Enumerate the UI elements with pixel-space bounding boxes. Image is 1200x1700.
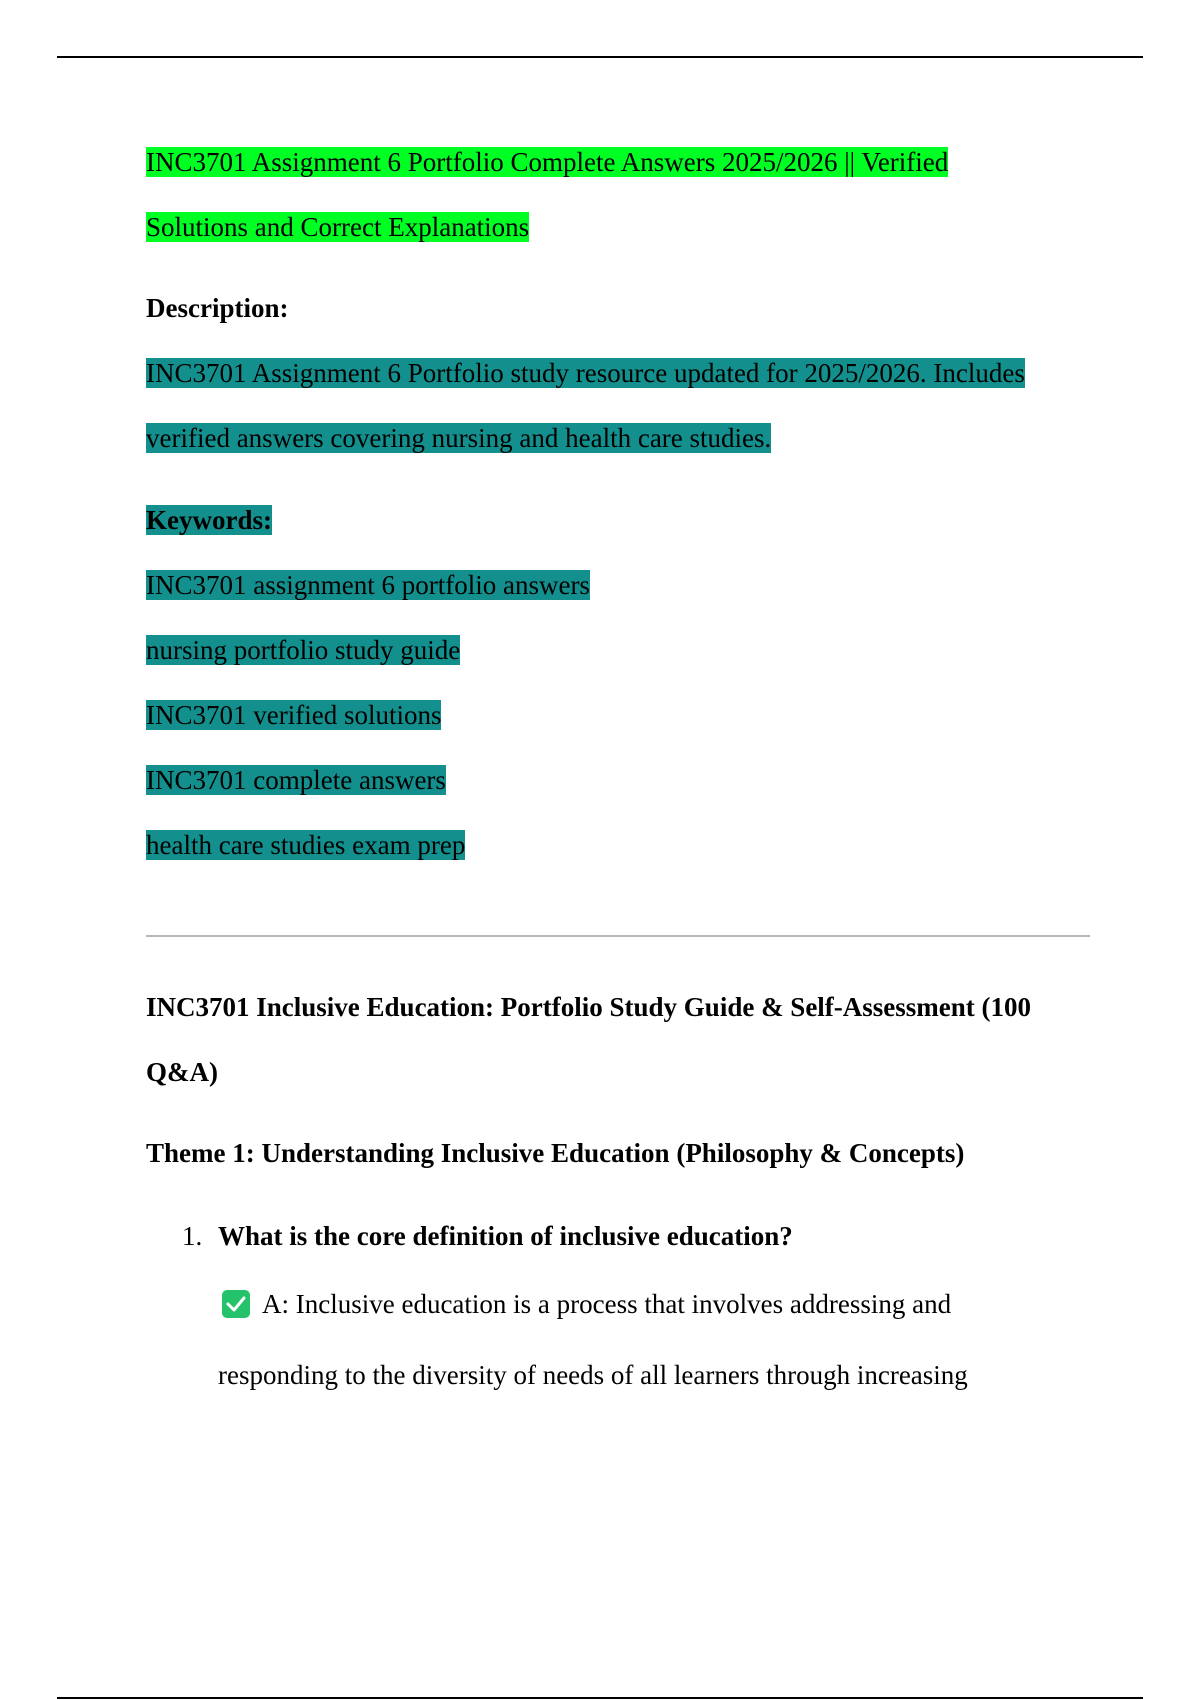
keyword-item [146,764,446,796]
answer-text-1: A: Inclusive education is a process that involves addressing and [262,1289,952,1319]
top-rule [57,56,1143,58]
section-divider [146,935,1090,937]
title-text-1: INC3701 Assignment 6 Portfolio Complete Answers 2025/2026 || Verified [146,147,949,177]
keywords-label-line [146,504,272,536]
title-line-1 [146,146,948,178]
theme-heading: Theme 1: Understanding Inclusive Education (Philosophy & Concepts) [146,1138,965,1168]
keyword-item [146,569,590,601]
description-text-1: INC3701 Assignment 6 Portfolio study resource updated for 2025/2026. Includes [146,358,1025,388]
check-box-icon [222,1290,250,1318]
keyword-text: nursing portfolio study guide [146,635,461,665]
bottom-rule [57,1697,1143,1699]
description-label: Description: [146,293,289,323]
keyword-item [146,829,465,861]
description-line-1 [146,357,1025,389]
keyword-item [146,634,460,666]
description-line-2 [146,422,771,454]
question-number: 1. [182,1221,203,1251]
study-guide-heading-1: INC3701 Inclusive Education: Portfolio Study Guide & Self-Assessment (100 [146,992,1032,1022]
question-text: What is the core definition of inclusive education? [218,1221,793,1251]
answer-text-2: responding to the diversity of needs of all learners through increasing [218,1360,968,1390]
check-mark-icon [226,1295,246,1313]
description-text-2: verified answers covering nursing and health care studies. [146,423,772,453]
keywords-label: Keywords: [146,505,272,535]
keyword-text: INC3701 assignment 6 portfolio answers [146,570,590,600]
keyword-item [146,699,441,731]
keyword-text: health care studies exam prep [146,830,466,860]
title-text-2: Solutions and Correct Explanations [146,212,530,242]
keyword-text: INC3701 verified solutions [146,700,442,730]
keyword-text: INC3701 complete answers [146,765,446,795]
title-line-2 [146,211,529,243]
study-guide-heading-2: Q&A) [146,1057,218,1087]
